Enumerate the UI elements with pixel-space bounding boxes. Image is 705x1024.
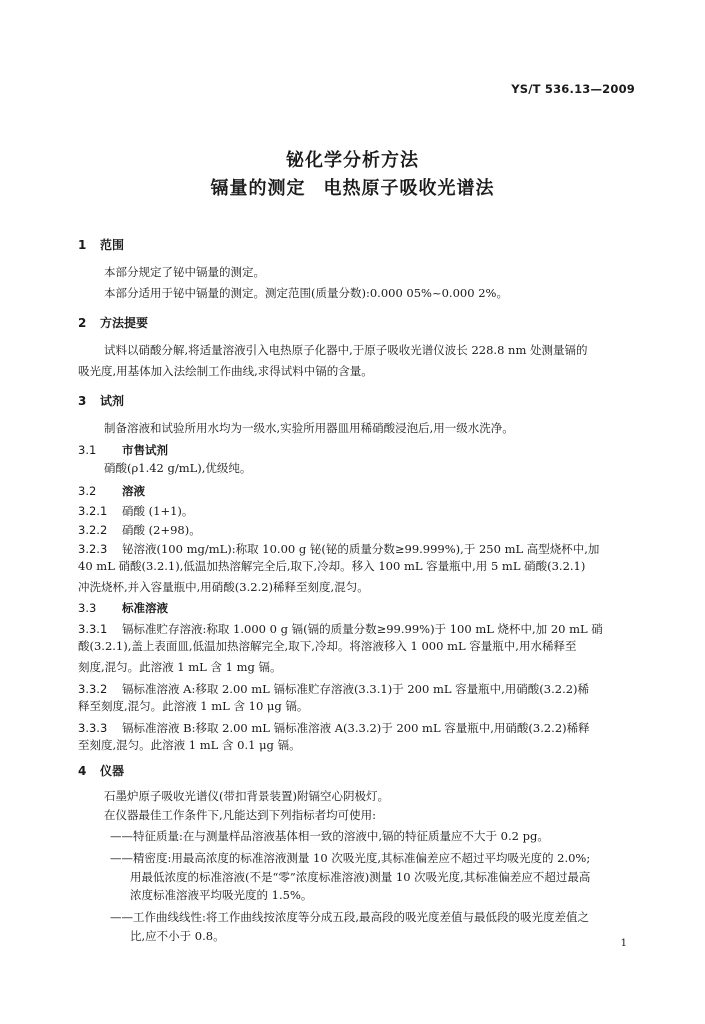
spec-precision-line-3: 浓度标准溶液平均吸光度的 1.5%。 — [130, 888, 313, 902]
section-3-3-1-line-1: 3.3.1 镉标准贮存溶液:称取 1.000 0 g 镉(镉的质量分数≥99.99%)于 100 mL 烧杯中,加 20 mL 硝 — [78, 622, 603, 636]
standard-number: YS/T 536.13—2009 — [511, 82, 635, 96]
page-number: 1 — [620, 938, 627, 949]
spec-linearity-line-2: 比,应不小于 0.8。 — [130, 929, 225, 943]
spec-precision-line-1: ——精密度:用最高浓度的标准溶液测量 10 次吸光度,其标准偏差应不超过平均吸光度的 2.0%; — [110, 851, 591, 865]
section-1-paragraph-2: 本部分适用于铋中镉量的测定。测定范围(质量分数):0.000 05%~0.000 2%。 — [104, 286, 508, 300]
section-3-3-1-line-3: 刻度,混匀。此溶液 1 mL 含 1 mg 镉。 — [78, 660, 282, 674]
document-title-line-1: 铋化学分析方法 — [286, 150, 419, 171]
section-3-heading: 3 试剂 — [78, 394, 125, 408]
section-3-2-3-line-2: 40 mL 硝酸(3.2.1),低温加热溶解完全后,取下,冷却。移入 100 mL 容量瓶中,用 5 mL 硝酸(3.2.1) — [78, 559, 586, 573]
section-3-1-text: 硝酸(ρ1.42 g/mL),优级纯。 — [104, 461, 252, 475]
section-1-paragraph-1: 本部分规定了铋中镉量的测定。 — [104, 265, 265, 279]
section-3-3-heading: 3.3 标准溶液 — [78, 601, 168, 615]
document-title-line-2 — [0, 174, 705, 200]
section-3-2-heading: 3.2 溶液 — [78, 484, 145, 498]
section-4-heading: 4 仪器 — [78, 764, 125, 778]
section-3-1-heading: 3.1 市售试剂 — [78, 443, 168, 457]
section-3-2-1: 3.2.1 硝酸 (1+1)。 — [78, 504, 194, 518]
section-3-3-3-line-2: 至刻度,混匀。此溶液 1 mL 含 0.1 μg 镉。 — [78, 738, 301, 752]
section-2-line-2: 吸光度,用基体加入法绘制工作曲线,求得试料中镉的含量。 — [78, 364, 373, 378]
section-2-heading: 2 方法提要 — [78, 316, 149, 330]
title-part-a: 镉量的测定 — [210, 178, 306, 199]
spec-precision-line-2: 用最低浓度的标准溶液(不是“零”浓度标准溶液)测量 10 次吸光度,其标准偏差应不超过最高 — [130, 870, 591, 884]
spec-linearity-line-1: ——工作曲线线性:将工作曲线按浓度等分成五段,最高段的吸光度差值与最低段的吸光度差值之 — [110, 910, 590, 924]
section-3-2-3-line-1: 3.2.3 铋溶液(100 mg/mL):称取 10.00 g 铋(铋的质量分数≥99.999%),于 250 mL 高型烧杯中,加 — [78, 542, 600, 556]
title-part-b: 电热原子吸收光谱法 — [323, 178, 495, 199]
section-3-3-2-line-2: 释至刻度,混匀。此溶液 1 mL 含 10 μg 镉。 — [78, 699, 309, 713]
section-3-intro: 制备溶液和试验所用水均为一级水,实验所用器皿用稀硝酸浸泡后,用一级水洗净。 — [104, 421, 514, 435]
section-1-heading: 1 范围 — [78, 238, 125, 252]
section-4-paragraph-1: 石墨炉原子吸收光谱仪(带扣背景装置)附镉空心阴极灯。 — [104, 789, 389, 803]
section-3-3-3-line-1: 3.3.3 镉标准溶液 B:移取 2.00 mL 镉标准溶液 A(3.3.2)于 200 mL 容量瓶中,用硝酸(3.2.2)稀释 — [78, 721, 590, 735]
section-4-paragraph-2: 在仪器最佳工作条件下,凡能达到下列指标者均可使用: — [104, 808, 377, 822]
spec-characteristic-mass: ——特征质量:在与测量样品溶液基体相一致的溶液中,镉的特征质量应不大于 0.2 pg。 — [110, 829, 549, 843]
section-3-2-2: 3.2.2 硝酸 (2+98)。 — [78, 523, 201, 537]
section-3-3-2-line-1: 3.3.2 镉标准溶液 A:移取 2.00 mL 镉标准贮存溶液(3.3.1)于 200 mL 容量瓶中,用硝酸(3.2.2)稀 — [78, 682, 590, 696]
section-3-3-1-line-2: 酸(3.2.1),盖上表面皿,低温加热溶解完全,取下,冷却。将溶液移入 1 000 mL 容量瓶中,用水稀释至 — [78, 639, 577, 653]
section-3-2-3-line-3: 冲洗烧杯,并入容量瓶中,用硝酸(3.2.2)稀释至刻度,混匀。 — [78, 580, 369, 594]
section-2-line-1: 试料以硝酸分解,将适量溶液引入电热原子化器中,于原子吸收光谱仪波长 228.8 nm 处测量镉的 — [104, 343, 588, 357]
